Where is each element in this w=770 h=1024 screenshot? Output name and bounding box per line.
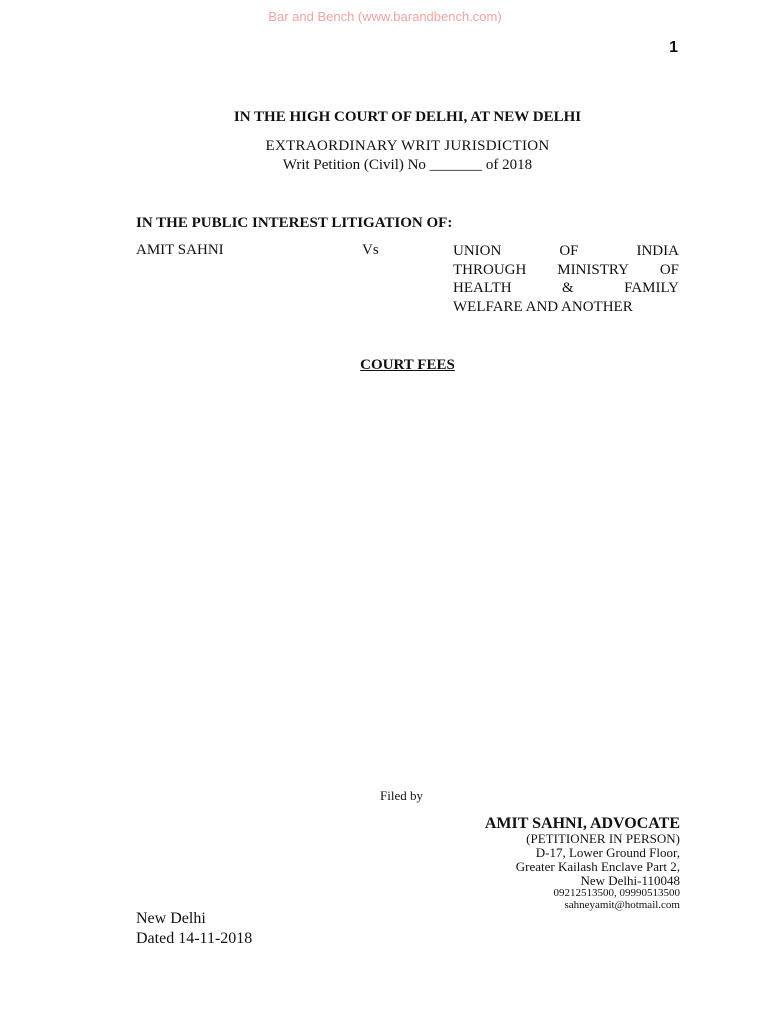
filing-place: New Delhi: [136, 910, 206, 927]
versus-label: Vs: [362, 242, 379, 258]
advocate-name: AMIT SAHNI, ADVOCATE: [484, 815, 680, 832]
petition-number-line: Writ Petition (Civil) No _______ of 2018: [282, 157, 533, 173]
respondent-word: &: [562, 280, 574, 297]
respondent-line: [453, 242, 679, 261]
respondent-line: [453, 279, 679, 298]
address-line: (PETITIONER IN PERSON): [526, 831, 680, 846]
phone-numbers: 09212513500, 09990513500: [553, 887, 680, 899]
respondent-word: OF: [559, 243, 579, 259]
section-title: COURT FEES: [360, 357, 455, 373]
respondent-word: INDIA: [636, 243, 679, 259]
respondent-line: [453, 261, 679, 280]
address-line: Greater Kailash Enclave Part 2,: [515, 859, 680, 874]
filed-by-label: Filed by: [380, 788, 423, 803]
respondent-block: [453, 242, 679, 316]
page-number: 1: [669, 39, 678, 56]
respondent-line: [453, 298, 679, 317]
watermark-text: Bar and Bench (www.barandbench.com): [268, 9, 502, 24]
respondent-word: WELFARE AND ANOTHER: [453, 298, 633, 315]
respondent-word: MINISTRY: [557, 261, 629, 278]
respondent-word: OF: [659, 261, 679, 278]
respondent-word: THROUGH: [453, 261, 527, 278]
filing-date: Dated 14-11-2018: [136, 930, 253, 947]
jurisdiction-line: EXTRAORDINARY WRIT JURISDICTION: [265, 138, 550, 154]
petitioner-name: AMIT SAHNI: [136, 242, 224, 258]
respondent-word: FAMILY: [624, 280, 679, 297]
address-line: D-17, Lower Ground Floor,: [535, 845, 680, 860]
pil-heading: IN THE PUBLIC INTEREST LITIGATION OF:: [136, 215, 453, 231]
court-title: IN THE HIGH COURT OF DELHI, AT NEW DELHI: [233, 109, 582, 125]
address-line: New Delhi-110048: [580, 873, 680, 888]
respondent-word: UNION: [453, 243, 502, 259]
email-address: sahneyamit@hotmail.com: [564, 899, 680, 911]
respondent-word: HEALTH: [453, 280, 512, 297]
